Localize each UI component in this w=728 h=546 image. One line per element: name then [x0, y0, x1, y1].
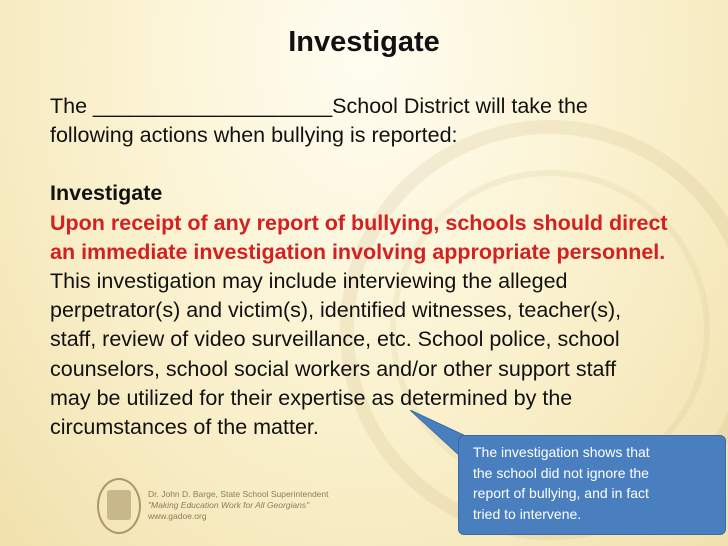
highlight-line: Upon receipt of any report of bullying, schools should direct — [50, 210, 668, 235]
body-line: perpetrator(s) and victim(s), identified witnesses, teacher(s), — [50, 298, 622, 323]
department-logo-emblem — [107, 490, 131, 520]
body-line: counselors, school social workers and/or other support staff — [50, 356, 617, 381]
callout-line: The investigation shows that — [473, 444, 650, 460]
intro-line: The ____________________School District will take the — [50, 94, 588, 118]
footer — [148, 489, 329, 522]
body-line: may be utilized for their expertise as determined by the — [50, 385, 573, 410]
body-line: staff, review of video surveillance, etc. School police, school — [50, 327, 620, 352]
body-line: This investigation may include interviewing the alleged — [50, 269, 568, 294]
footer-slogan: "Making Education Work for All Georgians" — [148, 500, 310, 510]
body-line: circumstances of the matter. — [50, 415, 319, 440]
slide-title: Investigate — [288, 26, 440, 58]
footer-name: Dr. John D. Barge, State School Superintendent — [148, 489, 329, 499]
callout-line: the school did not ignore the — [473, 464, 649, 481]
callout-line: report of bullying, and in fact — [473, 485, 649, 501]
highlight-line: an immediate investigation involving appropriate personnel. — [50, 239, 666, 264]
section-heading: Investigate — [50, 181, 163, 206]
slide-body — [50, 92, 710, 442]
callout-box — [458, 435, 726, 535]
footer-url: www.gadoe.org — [148, 511, 207, 521]
callout-line: tried to intervene. — [473, 505, 582, 522]
intro-line: following actions when bullying is reported: — [50, 123, 458, 148]
